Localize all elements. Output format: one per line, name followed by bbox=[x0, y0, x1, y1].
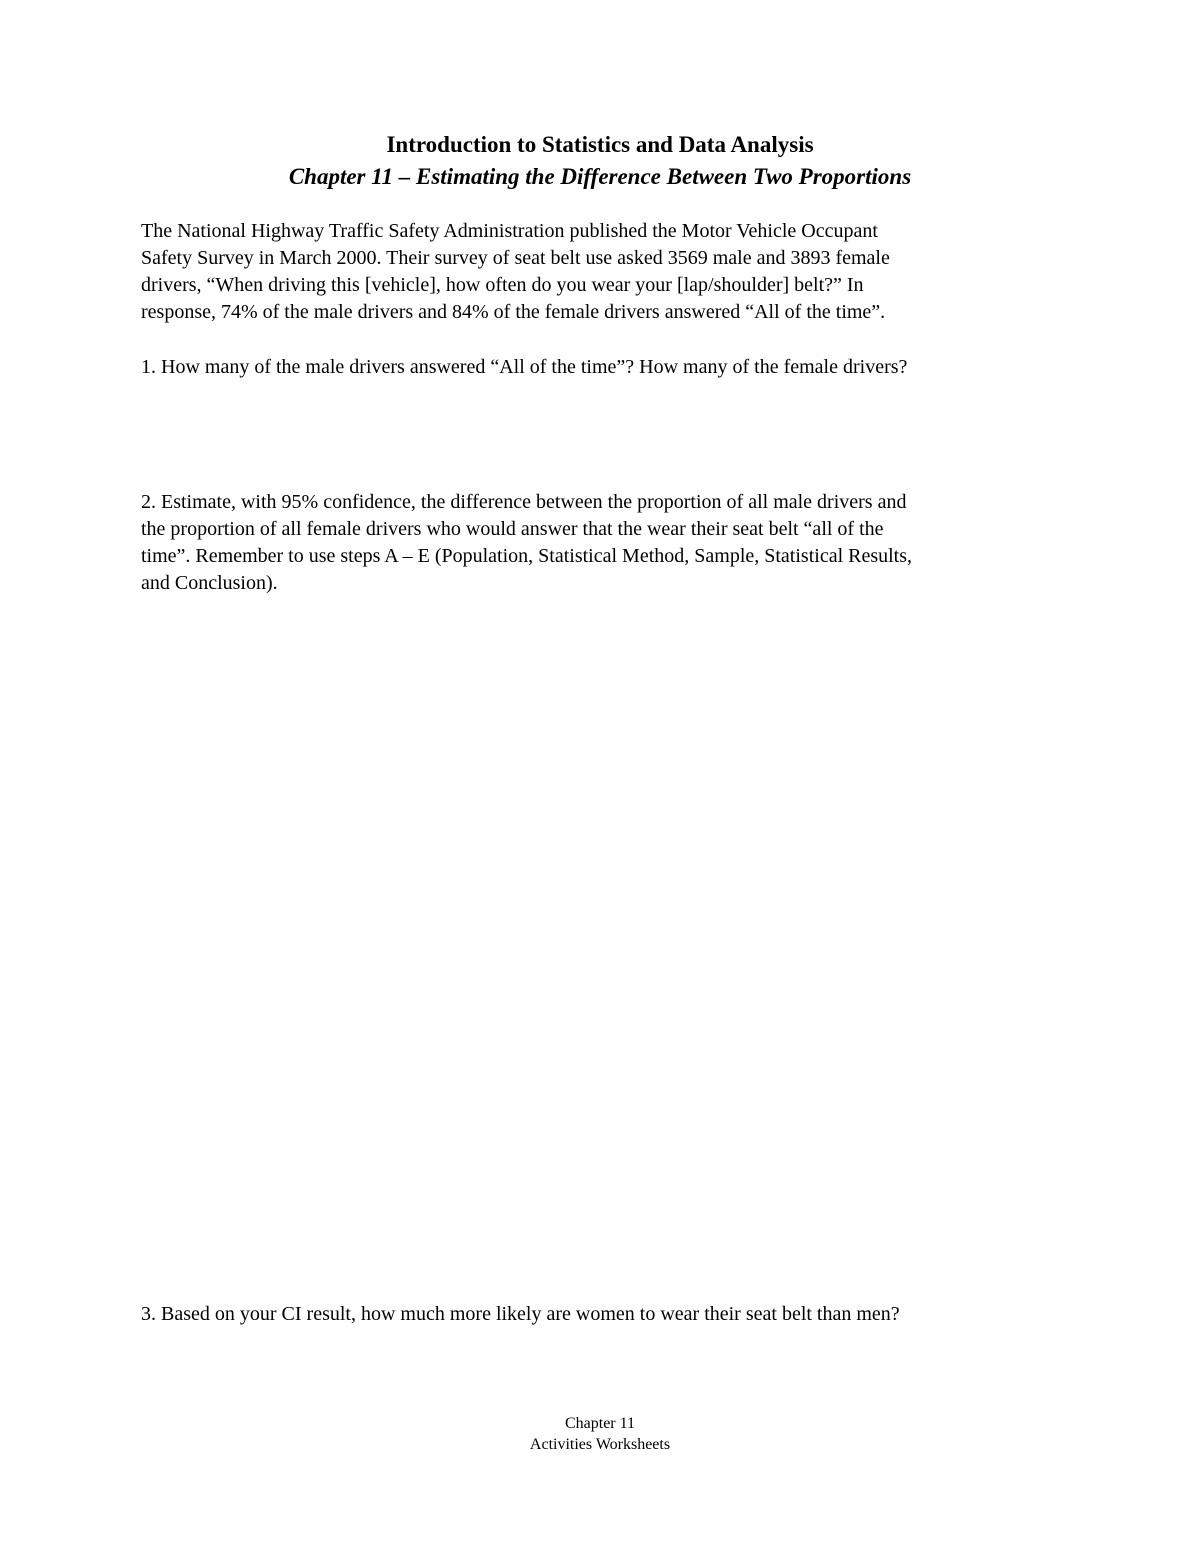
footer-label: Activities Worksheets bbox=[529, 1436, 671, 1453]
question-3 bbox=[141, 1301, 1071, 1328]
footer-chapter: Chapter 11 bbox=[564, 1415, 636, 1432]
intro-line: drivers, “When driving this [vehicle], how often do you wear your [lap/shoulder] belt?” In bbox=[141, 274, 864, 296]
chapter-subtitle: Chapter 11 – Estimating the Difference Between Two Proportions bbox=[288, 164, 912, 189]
question-line: the proportion of all female drivers who would answer that the wear their seat belt “all of the bbox=[141, 518, 884, 540]
document-title: Introduction to Statistics and Data Analysis bbox=[386, 132, 814, 157]
intro-line: Safety Survey in March 2000. Their survey of seat belt use asked 3569 male and 3893 female bbox=[141, 247, 890, 269]
question-line: 3. Based on your CI result, how much more likely are women to wear their seat belt than men? bbox=[141, 1303, 900, 1325]
intro-line: The National Highway Traffic Safety Administration published the Motor Vehicle Occupant bbox=[141, 220, 878, 242]
question-2 bbox=[141, 489, 1071, 597]
question-line: and Conclusion). bbox=[141, 572, 278, 594]
page-footer bbox=[0, 1413, 1200, 1455]
intro-paragraph bbox=[141, 218, 1071, 326]
question-1 bbox=[141, 354, 1071, 381]
intro-line: response, 74% of the male drivers and 84% of the female drivers answered “All of the time”. bbox=[141, 301, 886, 323]
question-line: 2. Estimate, with 95% confidence, the difference between the proportion of all male drivers and bbox=[141, 491, 907, 513]
question-line: time”. Remember to use steps A – E (Population, Statistical Method, Sample, Statistical Results, bbox=[141, 545, 913, 567]
question-line: 1. How many of the male drivers answered “All of the time”? How many of the female drivers? bbox=[141, 356, 908, 378]
